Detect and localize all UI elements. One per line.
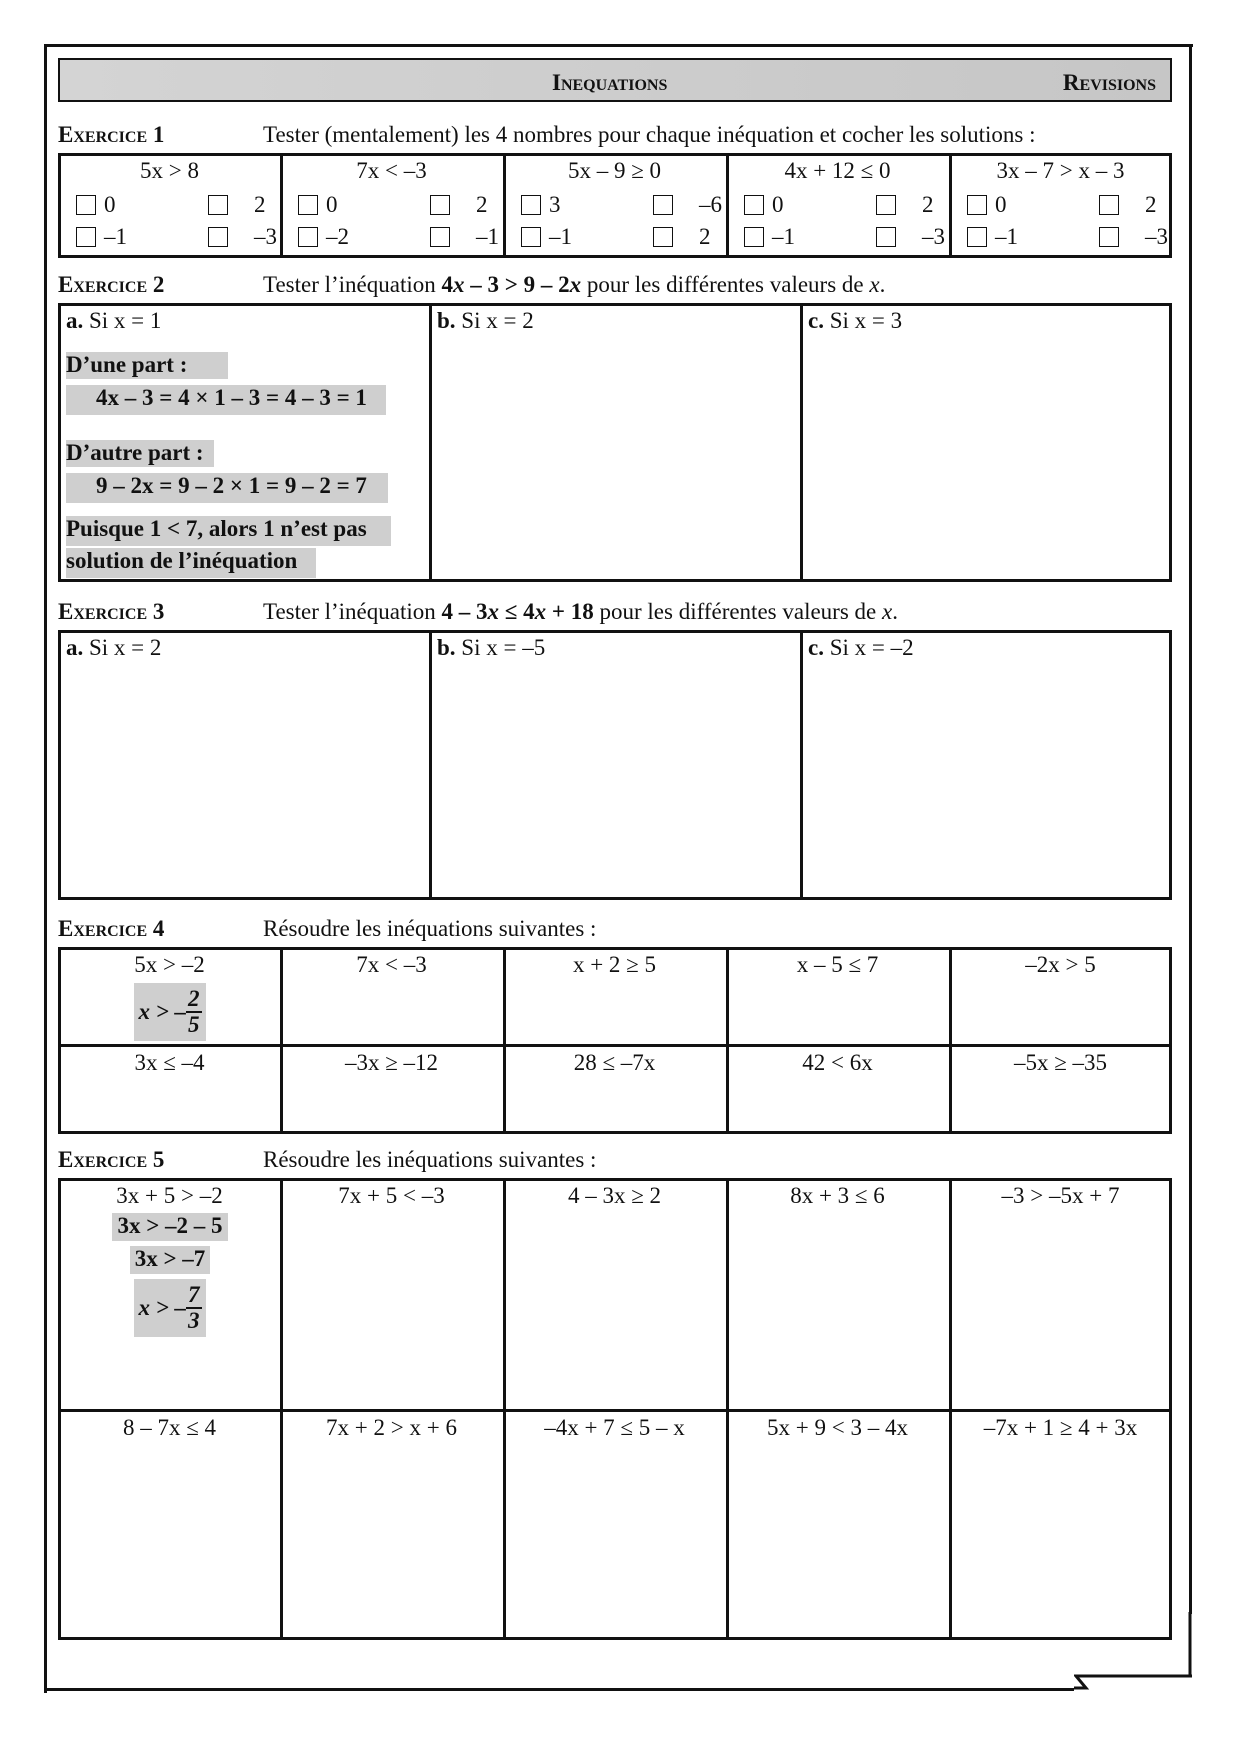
fraction-denominator: 5 — [188, 1012, 200, 1037]
checkbox-square[interactable] — [653, 195, 673, 215]
checkbox-square[interactable] — [298, 195, 318, 215]
solution-checkbox[interactable] — [653, 224, 711, 250]
checkbox-value: 2 — [476, 192, 488, 217]
checkbox-square[interactable] — [1099, 227, 1119, 247]
ex3-table — [58, 630, 1172, 900]
ex5-inequation: 3x + 5 > –2 — [116, 1183, 223, 1208]
solution-checkbox[interactable] — [876, 224, 945, 250]
checkbox-value: 2 — [254, 192, 266, 217]
ex5-divider — [503, 1178, 506, 1640]
ex5-example-answer — [134, 1279, 206, 1337]
solution-checkbox[interactable] — [521, 224, 572, 250]
ex1-heading — [58, 122, 1036, 148]
ex1-inequation: 7x < –3 — [356, 158, 427, 183]
page-frame-bottom — [44, 1688, 1074, 1691]
ex2-example-line4: 9 – 2x = 9 – 2 × 1 = 9 – 2 = 7 — [66, 473, 388, 503]
fraction-numerator: 7 — [186, 1283, 202, 1309]
ex3-divider — [800, 630, 803, 900]
solution-checkbox[interactable] — [967, 224, 1018, 250]
checkbox-value: –2 — [326, 224, 349, 249]
ex3-heading — [58, 599, 898, 625]
solution-checkbox[interactable] — [76, 224, 127, 250]
ex3-cell-b: b. Si x = –5 — [437, 635, 546, 660]
ex5-example-step1: 3x > –2 – 5 — [112, 1213, 228, 1241]
checkbox-square[interactable] — [208, 195, 228, 215]
ex5-inequation: 8x + 3 ≤ 6 — [790, 1183, 885, 1208]
solution-checkbox[interactable] — [208, 192, 266, 218]
ex5-instruction: Résoudre les inéquations suivantes : — [263, 1147, 597, 1172]
checkbox-square[interactable] — [744, 227, 764, 247]
ex2-label: Exercice 2 — [58, 272, 165, 297]
solution-checkbox[interactable] — [76, 192, 116, 218]
checkbox-square[interactable] — [967, 227, 987, 247]
ex2-divider — [429, 303, 432, 582]
ex5-divider — [726, 1178, 729, 1640]
ex1-inequation: 3x – 7 > x – 3 — [996, 158, 1125, 183]
checkbox-square[interactable] — [876, 227, 896, 247]
ex2-instruction: Tester l’inéquation 4x – 3 > 9 – 2x pour les différentes valeurs de x. — [263, 272, 886, 297]
ex5-inequation: 7x + 5 < –3 — [338, 1183, 445, 1208]
checkbox-value: 2 — [699, 224, 711, 249]
ex1-label: Exercice 1 — [58, 122, 165, 147]
ex2-example-line1: D’une part : — [66, 352, 228, 379]
solution-checkbox[interactable] — [430, 192, 488, 218]
page-title: Inequations — [552, 70, 668, 95]
checkbox-square[interactable] — [430, 195, 450, 215]
ex4-inequation: 42 < 6x — [802, 1050, 873, 1075]
checkbox-square[interactable] — [521, 227, 541, 247]
fraction-numerator: 2 — [186, 987, 202, 1013]
checkbox-square[interactable] — [967, 195, 987, 215]
solution-checkbox[interactable] — [744, 224, 795, 250]
ex4-inequation: –5x ≥ –35 — [1013, 1050, 1108, 1075]
ex3-cell-c: c. Si x = –2 — [808, 635, 914, 660]
ex4-inequation: 7x < –3 — [356, 952, 427, 977]
solution-checkbox[interactable] — [653, 192, 722, 218]
checkbox-value: –1 — [995, 224, 1018, 249]
checkbox-value: –6 — [699, 192, 722, 217]
checkbox-square[interactable] — [521, 195, 541, 215]
checkbox-value: –3 — [1145, 224, 1168, 249]
ex4-row-divider — [58, 1044, 1172, 1047]
solution-checkbox[interactable] — [876, 192, 934, 218]
ex4-inequation: x + 2 ≥ 5 — [572, 952, 657, 977]
ex5-example-step2: 3x > –7 — [130, 1246, 210, 1274]
ex4-label: Exercice 4 — [58, 916, 165, 941]
checkbox-value: –1 — [772, 224, 795, 249]
ex3-instruction: Tester l’inéquation 4 – 3x ≤ 4x + 18 pour les différentes valeurs de x. — [263, 599, 898, 624]
checkbox-value: 2 — [922, 192, 934, 217]
checkbox-value: 3 — [549, 192, 561, 217]
solution-checkbox[interactable] — [208, 224, 277, 250]
ex2-cell-a: a. Si x = 1 — [66, 308, 162, 333]
ex5-heading — [58, 1147, 596, 1173]
ex1-inequation: 5x – 9 ≥ 0 — [567, 158, 662, 183]
checkbox-square[interactable] — [653, 227, 673, 247]
ex5-inequation: 4 – 3x ≥ 2 — [567, 1183, 662, 1208]
ex1-inequation: 5x > 8 — [140, 158, 199, 183]
ex4-example-answer — [134, 983, 206, 1041]
checkbox-value: 0 — [326, 192, 338, 217]
checkbox-value: –1 — [476, 224, 499, 249]
ex4-inequation: x – 5 ≤ 7 — [796, 952, 879, 977]
checkbox-square[interactable] — [76, 195, 96, 215]
ex2-example-line3: D’autre part : — [66, 440, 214, 467]
ex2-cell-c: c. Si x = 3 — [808, 308, 903, 333]
ex4-inequation: 3x ≤ –4 — [134, 1050, 205, 1075]
checkbox-value: –1 — [549, 224, 572, 249]
answer-fraction — [186, 1283, 202, 1333]
checkbox-value: 2 — [1145, 192, 1157, 217]
ex4-inequation: 28 ≤ –7x — [573, 1050, 656, 1075]
title-bar — [58, 58, 1172, 102]
answer-fraction — [186, 987, 202, 1037]
checkbox-value: 0 — [772, 192, 784, 217]
ex4-heading — [58, 916, 596, 942]
solution-checkbox[interactable] — [298, 192, 338, 218]
fraction-denominator: 3 — [188, 1308, 200, 1333]
ex3-label: Exercice 3 — [58, 599, 165, 624]
ex2-heading — [58, 272, 885, 298]
solution-checkbox[interactable] — [430, 224, 499, 250]
checkbox-square[interactable] — [1099, 195, 1119, 215]
ex2-divider — [800, 303, 803, 582]
ex5-inequation: 5x + 9 < 3 – 4x — [767, 1415, 908, 1440]
ex3-cell-a: a. Si x = 2 — [66, 635, 162, 660]
ex2-cell-b: b. Si x = 2 — [437, 308, 534, 333]
checkbox-value: 0 — [995, 192, 1007, 217]
ex5-inequation: 7x + 2 > x + 6 — [326, 1415, 457, 1440]
checkbox-square[interactable] — [76, 227, 96, 247]
checkbox-value: –1 — [104, 224, 127, 249]
solution-checkbox[interactable] — [521, 192, 561, 218]
ex4-inequation: –3x ≥ –12 — [344, 1050, 439, 1075]
ex2-example-line5: Puisque 1 < 7, alors 1 n’est pas — [66, 516, 391, 546]
ex3-divider — [429, 630, 432, 900]
ex1-inequation: 4x + 12 ≤ 0 — [784, 158, 891, 183]
solution-checkbox[interactable] — [744, 192, 784, 218]
solution-checkbox[interactable] — [967, 192, 1007, 218]
ex5-inequation: –4x + 7 ≤ 5 – x — [544, 1415, 685, 1440]
ex2-example-line2: 4x – 3 = 4 × 1 – 3 = 4 – 3 = 1 — [66, 385, 386, 415]
ex4-instruction: Résoudre les inéquations suivantes : — [263, 916, 597, 941]
ex1-instruction: Tester (mentalement) les 4 nombres pour chaque inéquation et cocher les solutions : — [263, 122, 1036, 147]
checkbox-square[interactable] — [298, 227, 318, 247]
checkbox-value: 0 — [104, 192, 116, 217]
ex5-row-divider — [58, 1409, 1172, 1412]
checkbox-square[interactable] — [744, 195, 764, 215]
ex5-divider — [280, 1178, 283, 1640]
answer-lhs: x > – — [138, 999, 187, 1024]
checkbox-value: –3 — [254, 224, 277, 249]
answer-lhs: x > – — [138, 1295, 187, 1320]
ex4-inequation: –2x > 5 — [1025, 952, 1096, 977]
checkbox-square[interactable] — [208, 227, 228, 247]
ex5-inequation: –7x + 1 ≥ 4 + 3x — [983, 1415, 1138, 1440]
ex5-inequation: –3 > –5x + 7 — [1001, 1183, 1120, 1208]
ex5-divider — [949, 1178, 952, 1640]
checkbox-square[interactable] — [430, 227, 450, 247]
checkbox-value: –3 — [922, 224, 945, 249]
page-frame-right — [1189, 44, 1192, 1614]
ex2-example-line6: solution de l’inéquation — [66, 548, 316, 578]
section-label: Revisions — [1062, 70, 1156, 95]
checkbox-square[interactable] — [876, 195, 896, 215]
ex5-label: Exercice 5 — [58, 1147, 165, 1172]
ex5-inequation: 8 – 7x ≤ 4 — [122, 1415, 217, 1440]
ex4-inequation: 5x > –2 — [134, 952, 205, 977]
solution-checkbox[interactable] — [1099, 224, 1168, 250]
solution-checkbox[interactable] — [1099, 192, 1157, 218]
solution-checkbox[interactable] — [298, 224, 349, 250]
